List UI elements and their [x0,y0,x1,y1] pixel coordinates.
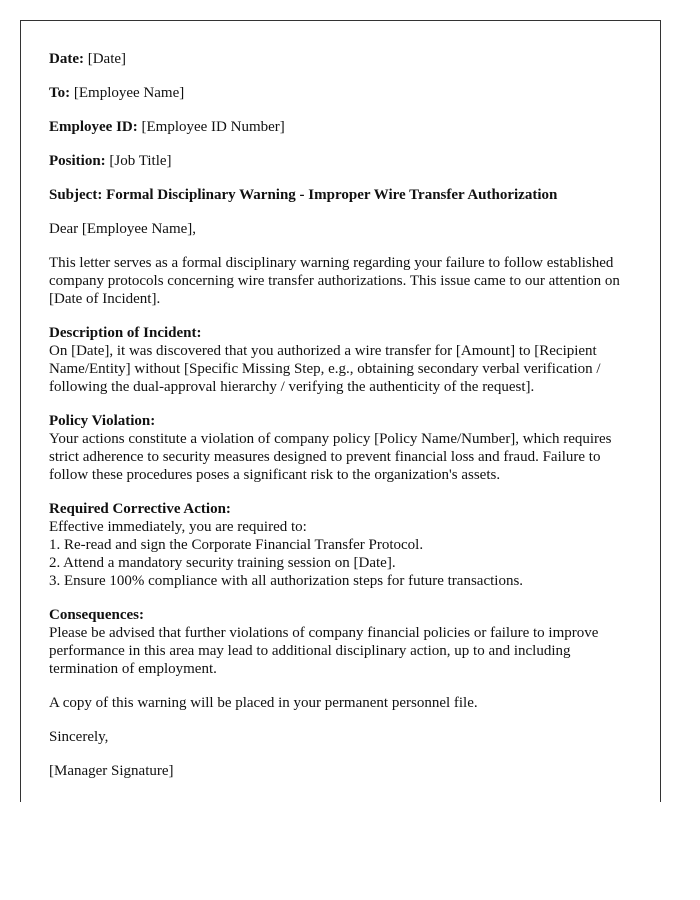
policy-heading: Policy Violation: [49,413,156,429]
salutation: Dear [Employee Name], [49,221,197,237]
list-item: 2. Attend a mandatory security training session on [Date]. [49,555,396,571]
corrective-section: Required Corrective Action: Effective immediately, you are required to: 1. Re-read and sign the Corporate Financial Transfer Protocol. 2. Attend a mandatory security training session on [Date]. 3. Ensure 100% compliance with all authorization steps for future transactions. [49,501,524,589]
consequences-heading: Consequences: [49,607,145,623]
corrective-heading: Required Corrective Action: [49,501,231,517]
incident-section: Description of Incident: On [Date], it was discovered that you authorized a wire transfer for [Amount] to [Recipient Name/Entity] without [Specific Missing Step, e.g., obtaining secondary verbal verification / following the dual-approval hierarchy / verifying the authenticity of the request]. [49,325,601,395]
list-item: 1. Re-read and sign the Corporate Financial Transfer Protocol. [49,537,424,553]
file-note: A copy of this warning will be placed in your permanent personnel file. [49,695,478,711]
date-line: Date: [Date] [49,51,127,67]
signature: [Manager Signature] [49,763,174,779]
letter-page [20,20,661,802]
to-line: To: [Employee Name] [49,85,185,101]
position-line: Position: [Job Title] [49,153,172,169]
incident-heading: Description of Incident: [49,325,202,341]
closing: Sincerely, [49,729,109,745]
subject-line: Subject: Formal Disciplinary Warning - Improper Wire Transfer Authorization [49,187,558,203]
consequences-section: Consequences: Please be advised that further violations of company financial policies or failure to improve performance in this area may lead to additional disciplinary action, up to and including termination of employment. [49,607,599,677]
list-item: 3. Ensure 100% compliance with all authorization steps for future transactions. [49,573,524,589]
intro-paragraph: This letter serves as a formal disciplinary warning regarding your failure to follow established company protocols concerning wire transfer authorizations. This issue came to our attention on [Date of Incident]. [49,255,620,307]
employee-id-line: Employee ID: [Employee ID Number] [49,119,285,135]
policy-section: Policy Violation: Your actions constitute a violation of company policy [Policy Name/Number], which requires strict adherence to security measures designed to prevent financial loss and fraud. Failure to follow these procedures poses a significant risk to the organization's assets. [49,413,612,483]
